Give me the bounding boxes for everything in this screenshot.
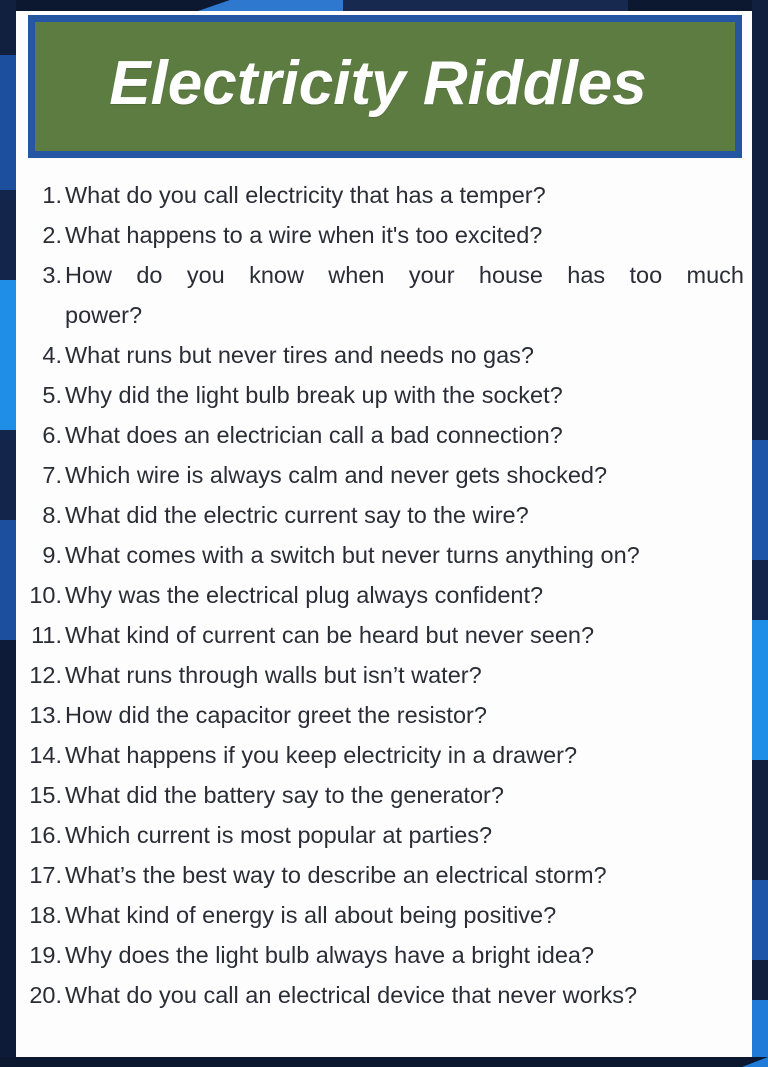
riddle-item (16, 935, 744, 975)
riddle-text: What does an electrician call a bad connection? (65, 422, 563, 448)
riddle-number: 15. (29, 782, 62, 808)
riddle-number: 6. (42, 422, 62, 448)
riddle-number: 8. (42, 502, 62, 528)
riddle-text: How did the capacitor greet the resistor? (65, 702, 487, 728)
riddle-number: 10. (29, 582, 62, 608)
frame-top (0, 0, 768, 11)
riddle-text: Why was the electrical plug always confident? (65, 582, 544, 608)
riddle-item (16, 415, 744, 455)
riddle-number: 14. (29, 742, 62, 768)
riddle-number: 16. (29, 822, 62, 848)
frame-left (0, 0, 16, 1067)
riddle-text: What runs through walls but isn’t water? (65, 662, 482, 688)
riddle-number: 11. (31, 622, 62, 648)
poster-card (16, 11, 752, 1057)
riddle-text: Why did the light bulb break up with the socket? (65, 382, 563, 408)
riddle-text: What happens if you keep electricity in a drawer? (65, 742, 578, 768)
riddle-text: What comes with a switch but never turns anything on? (65, 542, 640, 568)
riddle-text: How do you know when your house has too much power? (65, 262, 744, 328)
riddle-list (16, 175, 744, 1015)
frame-right (752, 0, 768, 1067)
riddle-number: 18. (29, 902, 62, 928)
riddle-item (16, 975, 744, 1015)
riddle-item (16, 575, 744, 615)
riddle-text: What did the electric current say to the wire? (65, 502, 529, 528)
riddle-item (16, 335, 744, 375)
riddle-number: 17. (29, 862, 62, 888)
riddle-text: Which current is most popular at parties? (65, 822, 493, 848)
riddle-number: 13. (29, 702, 62, 728)
riddle-text: What did the battery say to the generator? (65, 782, 504, 808)
frame-bottom (0, 1057, 768, 1067)
riddle-item (16, 535, 744, 575)
riddle-number: 12. (29, 662, 62, 688)
riddle-item (16, 615, 744, 655)
page-title: Electricity Riddles (109, 49, 647, 118)
riddle-item (16, 375, 744, 415)
riddle-number: 4. (42, 342, 62, 368)
riddle-text: Why does the light bulb always have a bright idea? (65, 942, 595, 968)
riddle-text: What kind of current can be heard but never seen? (65, 622, 595, 648)
riddle-item (16, 775, 744, 815)
riddle-number: 7. (42, 462, 62, 488)
riddle-item (16, 175, 744, 215)
riddle-number: 5. (42, 382, 62, 408)
riddle-item (16, 895, 744, 935)
riddle-item (16, 255, 744, 335)
riddle-item (16, 815, 744, 855)
bottom-bright-blue-shape (742, 1057, 768, 1067)
riddle-text: Which wire is always calm and never gets shocked? (65, 462, 608, 488)
riddle-number: 1. (42, 182, 62, 208)
riddle-text: What runs but never tires and needs no gas? (65, 342, 534, 368)
riddle-number: 9. (42, 542, 62, 568)
riddle-item (16, 735, 744, 775)
riddle-item (16, 455, 744, 495)
title-banner (28, 15, 742, 158)
riddle-text: What do you call an electrical device that never works? (65, 982, 638, 1008)
riddle-number: 19. (29, 942, 62, 968)
riddle-number: 20. (29, 982, 62, 1008)
riddle-text: What’s the best way to describe an electrical storm? (65, 862, 607, 888)
riddle-item (16, 695, 744, 735)
riddle-text: What do you call electricity that has a temper? (65, 182, 546, 208)
riddle-number: 2. (42, 222, 62, 248)
riddle-number: 3. (42, 262, 62, 288)
riddle-item (16, 855, 744, 895)
top-dim-blue-shape (338, 0, 628, 11)
riddle-item (16, 215, 744, 255)
top-bright-blue-shape (198, 0, 343, 11)
riddle-item (16, 655, 744, 695)
riddle-text: What kind of energy is all about being positive? (65, 902, 557, 928)
riddle-item (16, 495, 744, 535)
riddle-text: What happens to a wire when it's too excited? (65, 222, 543, 248)
